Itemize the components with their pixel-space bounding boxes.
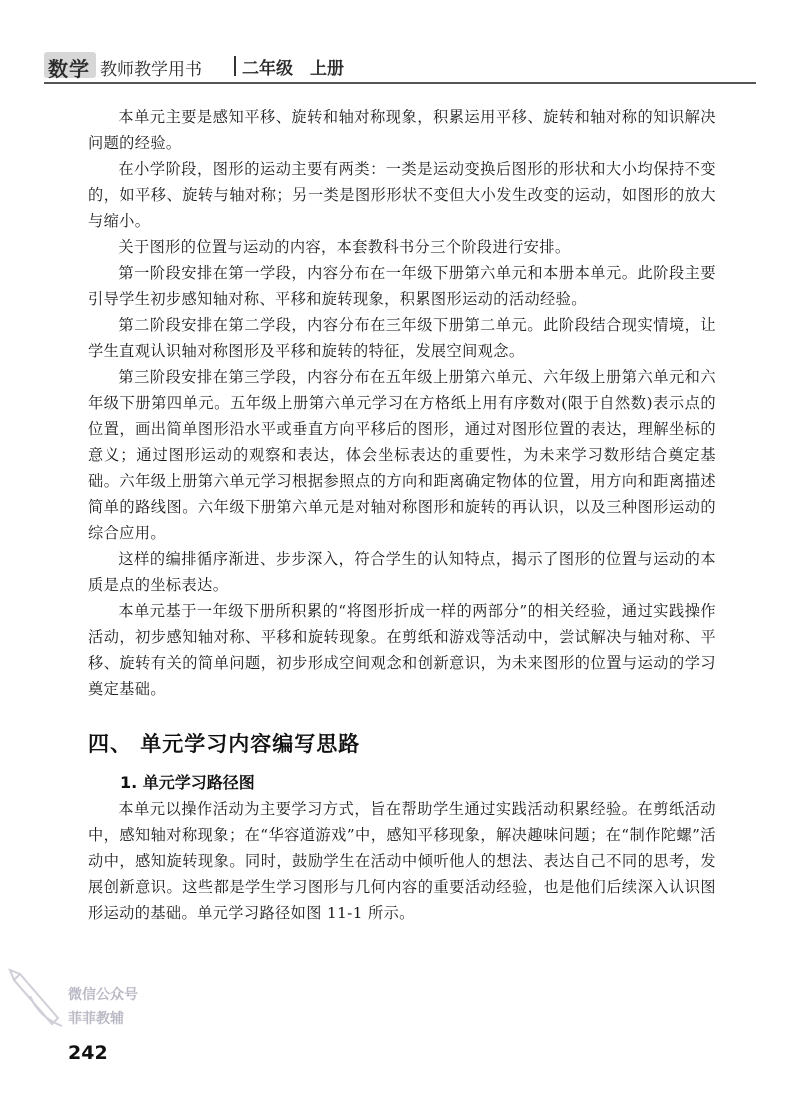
page-number: 242 xyxy=(68,1042,108,1064)
watermark xyxy=(6,966,142,1034)
watermark-line1: 微信公众号 xyxy=(68,987,138,1003)
paragraph: 本单元主要是感知平移、旋转和轴对称现象，积累运用平移、旋转和轴对称的知识解决问题的经验。 xyxy=(88,108,716,152)
section-heading: 四、 单元学习内容编写思路 xyxy=(88,732,361,756)
paragraph: 在小学阶段，图形的运动主要有两类：一类是运动变换后图形的形状和大小均保持不变的，如平移、旋转与轴对称；另一类是图形形状不变但大小发生改变的运动，如图形的放大与缩小。 xyxy=(88,160,716,230)
paragraph: 第二阶段安排在第二学段，内容分布在三年级下册第二单元。此阶段结合现实情境，让学生直观认识轴对称图形及平移和旋转的特征，发展空间观念。 xyxy=(88,316,716,360)
section-body xyxy=(88,796,716,926)
page-header xyxy=(44,52,756,86)
math-logo xyxy=(44,52,96,81)
grade-label: 二年级 上册 xyxy=(242,59,344,79)
paragraph: 本单元基于一年级下册所积累的“将图形折成一样的两部分”的相关经验，通过实践操作活动，初步感知轴对称、平移和旋转现象。在剪纸和游戏等活动中，尝试解决与轴对称、平移、旋转有关的简单问题，初步形成空间观念和创新意识，为未来图形的位置与运动的学习奠定基础。 xyxy=(88,602,716,698)
paragraph: 关于图形的位置与运动的内容，本套教科书分三个阶段进行安排。 xyxy=(118,238,571,256)
book-title: 教师教学用书 xyxy=(100,60,202,80)
paragraph: 第三阶段安排在第三学段，内容分布在五年级上册第六单元、六年级上册第六单元和六年级下册第四单元。五年级上册第六单元学习在方格纸上用有序数对(限于自然数)表示点的位置，画出简单图形沿水平或垂直方向平移后的图形，通过对图形位置的表达，理解坐标的意义；通过图形运动的观察和表达，体会坐标表达的重要性，为未来学习数形结合奠定基础。六年级上册第六单元学习根据参照点的方向和距离确定物体的位置，用方向和距离描述简单的路线图。六年级下册第六单元是对轴对称图形和旋转的再认识，以及三种图形运动的综合应用。 xyxy=(88,368,716,542)
pen-icon xyxy=(6,966,76,1034)
paragraph: 本单元以操作活动为主要学习方式，旨在帮助学生通过实践活动积累经验。在剪纸活动中，感知轴对称现象；在“华容道游戏”中，感知平移现象，解决趣味问题；在“制作陀螺”活动中，感知旋转现象。同时，鼓励学生在活动中倾听他人的想法、表达自己不同的思考，发展创新意识。这些都是学生学习图形与几何内容的重要活动经验，也是他们后续深入认识图形运动的基础。单元学习路径如图 11-1 所示。 xyxy=(88,800,716,922)
body-text xyxy=(88,104,716,702)
subsection-heading: 1. 单元学习路径图 xyxy=(120,773,255,792)
header-separator xyxy=(234,56,236,76)
paragraph: 第一阶段安排在第一学段，内容分布在一年级下册第六单元和本册本单元。此阶段主要引导学生初步感知轴对称、平移和旋转现象，积累图形运动的活动经验。 xyxy=(88,264,716,308)
header-rule xyxy=(44,82,756,84)
paragraph: 这样的编排循序渐进、步步深入，符合学生的认知特点，揭示了图形的位置与运动的本质是点的坐标表达。 xyxy=(88,550,716,594)
logo-text: 数学 xyxy=(48,57,90,81)
watermark-line2: 菲菲教辅 xyxy=(68,1011,124,1027)
